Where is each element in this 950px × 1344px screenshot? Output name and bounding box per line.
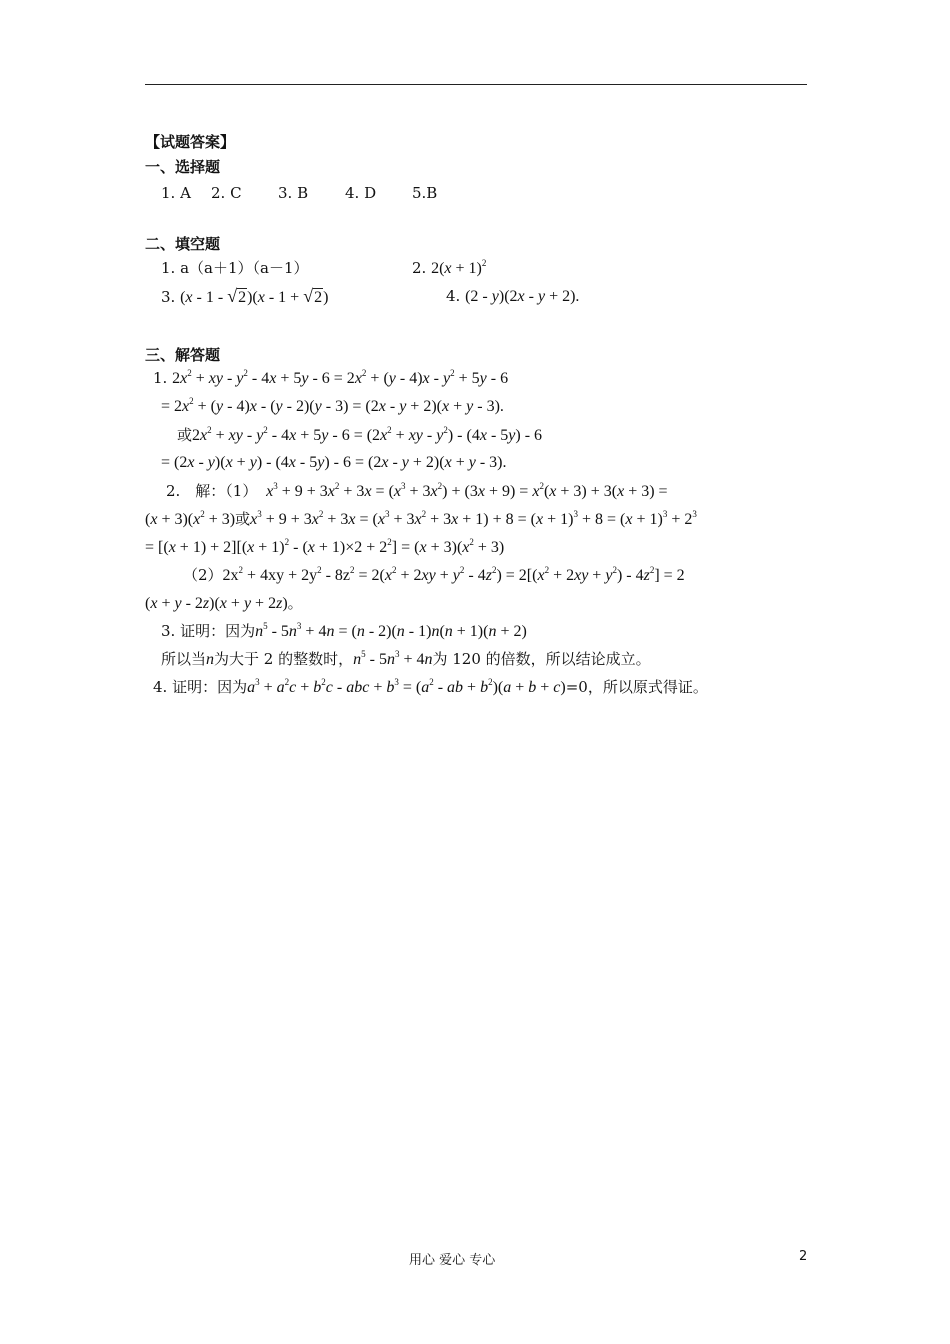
header-rule: [145, 84, 807, 85]
fill-answer-4-label: 4.: [446, 287, 461, 305]
mc-answer-3: 3. B: [278, 184, 309, 202]
q3-text-a: 所以当: [161, 650, 207, 668]
q1-line2: [161, 396, 504, 417]
mc-answer-1: 1. A: [161, 184, 191, 202]
q2-line1: [166, 481, 668, 502]
q3-formula-2: $n^5 - 5n^3 + 4n$: [353, 649, 433, 668]
section3-title: 三、解答题: [145, 346, 221, 364]
q2-formula-3: = $[(x + 1) + 2][(x + 1)^2 - (x + 1)\times 2 + 2^2] = (x + 3)(x^2 + 3)$: [145, 537, 505, 556]
q2-end: 。: [287, 594, 303, 612]
fill-answer-3-formula: (x - 1 - √2)(x - 1 + √2): [180, 286, 329, 306]
mc-answer-5: 5.B: [412, 184, 438, 202]
q1-formula-4: = (2x - y)(x + y) - (4x - 5y) - 6 = (2x - y + 2)(x + y - 3).: [161, 454, 507, 471]
q3-var-n: n: [206, 651, 215, 668]
q4-end: =0，所以原式得证。: [565, 678, 708, 696]
page-number: 2: [799, 1249, 808, 1264]
q1-line3: [177, 425, 542, 446]
section2-title: 二、填空题: [145, 235, 221, 253]
q2-formula-2a: $(x + 3)(x^2 + 3)$: [145, 509, 236, 528]
q2-formula-1: $x^3 + 9 + 3x^2 + 3x = (x^3 + 3x^2) + (3x + 9) = x^2(x + 3) + 3(x + 3)$ =: [266, 481, 668, 500]
q3-line1: [161, 621, 527, 642]
section1-title: 一、选择题: [145, 158, 221, 176]
q2-label: 2. 解：（1）: [166, 482, 258, 500]
q1-line4: [161, 452, 507, 473]
q1-or: 或: [177, 426, 193, 444]
q4-line: [153, 677, 708, 698]
q2-formula-5: (x + y - 2z)(x + y + 2z): [145, 595, 288, 612]
q1-formula-1: $2x^2$ + xy - $y^2 - 4x + 5y - 6 = 2x^2 + (y - 4)x - y^2 + 5y - 6$: [172, 368, 509, 387]
q4-intro: 4. 证明：因为: [153, 678, 248, 696]
q3-formula-1: $n^5 - 5n^3 + 4n = (n - 2)(n - 1)n(n + 1)(n + 2)$: [255, 621, 527, 640]
fill-answer-2-label: 2.: [412, 259, 427, 277]
q3-text-c: 为 120 的倍数，所以结论成立。: [432, 650, 651, 668]
fill-answer-3-label: 3.: [161, 288, 176, 306]
q1-line1: [153, 368, 508, 389]
fill-answer-2-formula: $2(x + 1)^2$: [431, 258, 487, 277]
q3-text-b: 为大于 2 的整数时，: [214, 650, 354, 668]
q2-line5: [145, 593, 303, 614]
q3-intro: 3. 证明：因为: [161, 622, 256, 640]
fill-answer-2: [412, 258, 486, 279]
mc-answer-2: 2. C: [211, 184, 242, 202]
q2-part2-label: （2）: [183, 566, 223, 584]
q2-or: 或: [235, 510, 251, 528]
fill-answer-4: [446, 286, 579, 307]
q1-formula-2: = $2x^2 + (y - 4)x - (y - 2)(y - 3) = (2x - y + 2)(x + y - 3)$.: [161, 396, 504, 415]
q2-line2: [145, 509, 697, 530]
q2-line3: [145, 537, 504, 558]
q1-formula-3: $2x^2$ + xy - $y^2 - 4x + 5y - 6 = (2x^2$ + xy - $y^2) - (4x - 5y) - 6$: [192, 425, 543, 444]
q4-formula: $a^3 + a^2c + b^2c$ - abc + $b^3 = (a^2$ - ab + $b^2)(a + b + c)$: [247, 677, 566, 696]
footer-motto: 用心 爱心 专心: [409, 1253, 496, 1268]
fill-answer-4-formula: (2 - y)(2x - y + 2).: [465, 288, 580, 305]
q2-formula-4: $2x^2 + 4xy + 2y^2 - 8z^2 = 2(x^2 + 2xy + y^2 - 4z^2) = 2[(x^2 + 2xy + y^2) - 4z^2] = 2$: [222, 565, 685, 584]
answers-heading: 【试题答案】: [145, 133, 236, 151]
fill-answer-1: 1. a（a＋1）（a－1）: [161, 259, 309, 277]
q3-line2: [161, 649, 651, 670]
q2-formula-2b: $x^3 + 9 + 3x^2 + 3x = (x^3 + 3x^2 + 3x + 1) + 8 = (x + 1)^3 + 8 = (x + 1)^3 + 2^3$: [250, 509, 697, 528]
q2-line4: [183, 565, 685, 586]
mc-answer-4: 4. D: [345, 184, 377, 202]
fill-answer-3: [161, 286, 328, 308]
q1-label: 1.: [153, 369, 168, 387]
